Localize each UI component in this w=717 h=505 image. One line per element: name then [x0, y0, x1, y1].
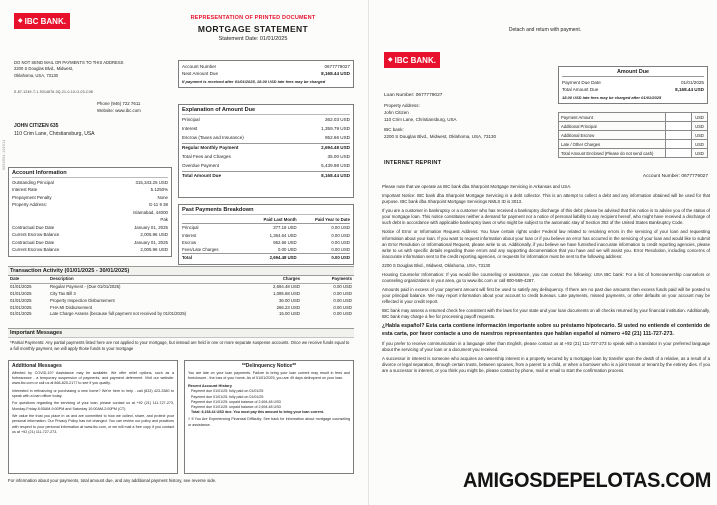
- outstanding-principal-row: Outstanding Principal 315,343.25 USD: [12, 180, 168, 185]
- return-address-block: [14, 60, 146, 79]
- representation-label: REPRESENTATION OF PRINTED DOCUMENT: [190, 15, 316, 21]
- total-enclosed-input[interactable]: [665, 149, 691, 157]
- bank-address-block: [384, 127, 534, 141]
- tx-desc: City Tax Bill 3: [50, 290, 76, 296]
- tx-payment: 0.00 USD: [333, 283, 352, 289]
- additional-escrow-input[interactable]: [665, 131, 691, 139]
- logo-text: IBC BANK.: [24, 16, 66, 26]
- tx-charge: 36.00 USD: [278, 297, 300, 303]
- bank-label: IBC bank:: [384, 127, 404, 132]
- statement-header: [150, 15, 356, 42]
- payment-amount-row: Payment Amount USD: [558, 112, 708, 122]
- additional-paragraph: For questions regarding the servicing of your loan, please contact us at +92 (21) 111-727-273, Monday-Friday 8:00AM-9:00PM and Saturday 10:00AM-2:00PM (CT).: [12, 401, 174, 411]
- tx-date: 01/01/2025: [10, 311, 32, 317]
- customer-address: 110 Crim Lane, Christiansburg, USA: [14, 130, 95, 137]
- pp-cell: 0.00 USD: [331, 225, 350, 231]
- currency-label: USD: [691, 122, 707, 130]
- contractual-due-date-row-2: Contractual Due Date January 01, 2025: [12, 239, 168, 245]
- additional-messages-box: [8, 360, 178, 474]
- pp-cell: 0.00 USD: [331, 239, 350, 245]
- history-total: Total: 8,168.44 USD due. You must pay this amount to bring your loan current.: [191, 410, 324, 415]
- contractual-due-date-row: Contractual Due Date January 01, 2025: [12, 224, 168, 230]
- total-amount-due-row: Total Amount Due 8,168.44 USD: [182, 171, 350, 181]
- account-information-box: [8, 167, 172, 257]
- explanation-of-amount-due-box: [178, 104, 354, 198]
- tx-date: 01/01/2025: [10, 297, 32, 303]
- tx-charge: 266.23 USD: [276, 304, 300, 310]
- do-not-send-note: DO NOT SEND MAIL OR PAYMENTS TO THIS ADDRESS: [14, 60, 124, 65]
- currency-label: USD: [691, 149, 707, 157]
- tx-date: 01/01/2025: [10, 304, 32, 310]
- additional-messages-title: Additional Messages: [12, 363, 62, 369]
- tx-col-description: Description: [50, 276, 238, 284]
- currency-label: USD: [691, 140, 707, 148]
- detach-instruction: Detach and return with payment.: [508, 27, 582, 33]
- eagle-icon: ◆: [388, 57, 393, 63]
- property-address: 110 Crim Lane, Christiansburg, USA: [384, 116, 457, 122]
- recent-account-history-title: Recent Account History: [188, 383, 232, 389]
- transaction-table: [8, 276, 354, 318]
- total-enclosed-row: Total Amount Enclosed (Please do not send cash) USD: [558, 149, 708, 158]
- eagle-icon: ◆: [18, 18, 23, 24]
- total-fees-charges-row: Total Fees and Charges 35.00 USD: [182, 153, 350, 159]
- transaction-activity-title: Transaction Activity (01/01/2025 - 30/01/2025): [8, 266, 354, 276]
- disclosure-paragraph: Important Notice: IBC bank dba Sharpoint Mortgage Servicing is a debt collector. This is an attempt to collect a debt and any information obtained will be used for that purpose. IBC bank dba Sharpoint Mortgage Servicings NMLS ID is 3013.: [382, 193, 710, 205]
- next-amount-due-row: Next Amount Due 8,168.44 USD: [182, 71, 350, 77]
- pp-cell: 1,364.64 USD: [269, 232, 297, 238]
- pp-cell: 952.66 USD: [273, 239, 297, 245]
- history-item: Payment due 01/01/25: fully paid on 01/01/25: [191, 394, 264, 399]
- amount-due-box: [558, 66, 708, 104]
- principal-row: Principal 362.03 USD: [182, 117, 350, 122]
- interest-rate-row: Interest Rate 5.1250%: [12, 187, 168, 193]
- pp-col-blank: [182, 216, 243, 224]
- past-payments-box: [178, 204, 354, 265]
- disclosure-paragraph: Housing Counselor Information: If you would like counseling or assistance, you can contact the following: USA IBC bank: For a list of homeownership counselors or counseling organizations in your area, go to www.ibc.com or call 800-569-4287.: [382, 271, 710, 284]
- pp-total-cell: 2,694.48 USD: [243, 253, 296, 261]
- overdue-payment-row: Overdue Payment 5,439.98 USD: [182, 162, 350, 168]
- delinquency-notice-title: **Delinquency Notice**: [241, 363, 297, 369]
- ibc-bank-logo: [14, 13, 70, 29]
- loan-number: Loan Number: 0677779027: [384, 93, 443, 98]
- sender-address-line2: Oklahoma, USA, 73130: [14, 72, 58, 78]
- watermark: AMIGOSDEPELOTAS.COM: [462, 469, 711, 492]
- prepayment-penalty-row: Prepayment Penalty None: [12, 194, 168, 200]
- escrow-row: Escrow (Taxes and Insurance) 952.66 USD: [182, 134, 350, 140]
- tx-desc: Regular Payment - (Due 01/01/2025): [50, 283, 121, 289]
- payment-entry-fields: [558, 112, 708, 158]
- total-amount-due-row: Total Amount Due 8,168.44 USD: [562, 87, 704, 93]
- tx-desc: FHA MI Disbursement: [50, 304, 93, 310]
- pp-row-label: Fees/Late Charges: [182, 247, 219, 253]
- late-fee-note: 18.00 USD late fees may be charged after 01/01/2025: [562, 95, 662, 101]
- late-other-charges-input[interactable]: [665, 140, 691, 148]
- tx-payment: 0.00 USD: [333, 290, 352, 296]
- logo-text: IBC BANK.: [394, 55, 436, 65]
- pp-cell: 0.00 USD: [331, 247, 350, 253]
- phone-number: Phone (946) 722 7611: [97, 101, 141, 106]
- ibc-bank-logo-coupon: [384, 52, 440, 68]
- disclosure-paragraph: IBC bank may assess a returned check fee consistent with the laws for your state and your loan documents on all checks returned by your financial institution. Additionally, IBC bank may charge a fee for processing payoff requests.: [382, 308, 710, 320]
- internet-reprint-label: INTERNET REPRINT: [384, 160, 442, 166]
- explanation-title: Explanation of Amount Due: [182, 107, 350, 115]
- property-address-line2: Islamabad, 44000: [133, 209, 168, 215]
- website-link[interactable]: Website: www.ibc.com: [97, 108, 141, 114]
- property-address-row: Property Address: G-11 9 38: [12, 202, 168, 208]
- currency-label: USD: [691, 131, 707, 139]
- pp-cell: 377.18 USD: [273, 225, 297, 231]
- late-fee-note: If payment is received after 01/01/2025, 18.00 USD late fees may be charged: [182, 79, 326, 85]
- past-payments-table: [182, 216, 350, 262]
- bank-address: 2200 S Douglas Blvd., Midwest, Oklahoma, USA, 73130: [384, 133, 497, 139]
- page-title: MORTGAGE STATEMENT: [197, 24, 309, 34]
- payment-due-date-row: Payment Due Date 01/01/2025: [562, 79, 704, 85]
- important-messages-body: *Partial Payments: Any partial payments listed here are not applied to your mortgage, but instead are held in one or more separate suspense accounts. Once we receive funds equal to a full monthly payment, we will apply those funds to your mortgage: [10, 339, 350, 351]
- past-payments-title: Past Payments Breakdown: [182, 207, 350, 215]
- pp-total-cell: 0.00 USD: [297, 253, 350, 261]
- delinquency-footnote: † If You Are Experiencing Financial Difficulty: See back for information about mortgage counseling or assistance.: [188, 417, 350, 427]
- additional-paragraph: We value the trust you place in us and are committed to how we collect, share, and protect your personal information. Our Privacy Policy has not changed. You can review our policy and practices with respect to your personal information at www.ibc.com, or we will mail a free copy if you contact us at +92 (21) 111-727-273.: [12, 414, 174, 434]
- additional-escrow-row: Additional Escrow USD: [558, 131, 708, 140]
- amount-due-title: Amount Due: [562, 69, 704, 77]
- tx-col-charges: Charges: [238, 276, 300, 284]
- account-summary-box: [178, 60, 354, 88]
- payment-amount-input[interactable]: [665, 113, 691, 121]
- property-address-label: Property Address:: [384, 103, 420, 108]
- additional-paragraph: Affected by COVID-19? Assistance may be available. We offer relief options, such as a forbearance - a temporary suspension of payments, and payment deferment. Visit our website: www.ibc.com or call us at 866-820-2177 to see if you qualify.: [12, 370, 174, 385]
- disclosure-paragraph: Amounts paid in excess of your payment amount will first be used to satisfy any delinquency. If there are no past due amounts then excess funds paid will be posted to your principal balance. We may report information about your account to credit bureaus. Late payments, missed payments, or other defaults on your account may be reflected in your credit report.: [382, 287, 710, 305]
- tx-col-date: Date: [10, 276, 50, 284]
- pp-cell: 0.00 USD: [278, 247, 297, 253]
- important-messages-section: [8, 328, 354, 352]
- tx-date: 01/01/2025: [10, 290, 32, 296]
- late-other-charges-row: Late / Other Charges USD: [558, 140, 708, 149]
- sender-address-line1: 2200 S Douglas Blvd., Midwest,: [14, 66, 74, 72]
- tx-payment: 0.00 USD: [333, 297, 352, 303]
- history-item: Payment due 01/01/25: unpaid balance of 2,694.48 USD: [191, 404, 282, 409]
- contact-block: [97, 100, 141, 114]
- account-number: Account Number: 0677779027: [642, 174, 708, 179]
- transaction-activity-section: [8, 266, 354, 318]
- disclosure-paragraph: Notice of Error or Information Request Address: You have certain rights under Federal law related to resolving errors in the servicing of your loan and requesting information about your loan. If you want to request information about your loan or if you believe an error has occurred in the servicing of your loan and would like to submit an Error Resolution or Informational Request, please write to us. Additionally, if you believe we have furnished inaccurate information to credit reporting agencies, please write to us with specific details regarding those errors and any supporting documentation that you have and we will assist you. Error Resolution, including concerns of inaccurate information sent to the credit reporting agencies, or requests for information must be sent to the following address:: [382, 229, 710, 259]
- regular-monthly-payment-row: Regular Monthly Payment 2,694.48 USD: [182, 143, 350, 153]
- statement-date: Statement Date: 01/01/2025: [218, 36, 288, 42]
- delinquency-intro: You are late on your loan payments. Failure to bring your loan current may result in fees and foreclosure - the loss of your home. As of 01/01/2025, you are 49 days delinquent on your loan.: [188, 370, 350, 380]
- property-address-block: [384, 103, 456, 124]
- pp-row-label: Interest: [182, 232, 197, 238]
- tx-payment: 0.00 USD: [333, 304, 352, 310]
- property-address-line3: Pak: [160, 217, 168, 223]
- customer-name: JOHN CITIZEN 635: [14, 123, 59, 129]
- currency-label: USD: [691, 113, 707, 121]
- interest-row: Interest 1,359.79 USD: [182, 125, 350, 131]
- additional-paragraph: Interested in refinancing or purchasing a new home? We're here to help - call (833) 423-3380 to speak with a loan officer today.: [12, 388, 174, 398]
- pp-row-label: Escrow: [182, 239, 197, 245]
- error-resolution-address: 2200 S Douglas Blvd., Midwest, Oklahoma, USA, 73130: [382, 262, 491, 268]
- tx-date: 01/01/2025: [10, 283, 32, 289]
- account-information-title: Account Information: [12, 170, 168, 178]
- pp-col-year-to-date: Paid Year to Date: [297, 216, 350, 224]
- tx-desc: Property Inspection Disbursement: [50, 297, 115, 303]
- important-messages-title: Important Messages: [8, 328, 354, 338]
- additional-principal-row: Additional Principal USD: [558, 122, 708, 131]
- current-escrow-balance-row: Current Escrow Balance 2,005.96 USD: [12, 232, 168, 238]
- spanish-notice-paragraph: ¿Habla español? Esta carta contiene información importante sobre su préstamo hipotecario. Si usted no entiende el contenido de esta carta, por favor contacte a uno de nuestros representantes que hablan español al número +92 (21) 111-727-273.: [382, 323, 710, 337]
- page-fold-divider: [368, 0, 369, 505]
- tx-charge: 2,694.48 USD: [273, 283, 300, 289]
- delinquency-notice-box: [184, 360, 354, 474]
- disclosure-paragraph: If you prefer to receive communication in a language other than English, please contact us at +92 (21) 111-727-273 to speak with a translator in your preferred language about the servicing of your loan or a document you received.: [382, 340, 710, 352]
- additional-principal-input[interactable]: [665, 122, 691, 130]
- current-escrow-balance-row-2: Current Escrow Balance 2,005.96 USD: [12, 247, 168, 253]
- edge-code: 0054924-102014: [2, 139, 6, 170]
- history-item: Payment due 01/01/25: fully paid on 01/01/25: [191, 389, 264, 394]
- mail-barcode-text: S-87-1249-T-1-9314876-0Q-21-0-10-O-03-C08: [14, 90, 93, 94]
- disclosure-paragraph: Please note that we operate as IBC bank dba Sharpoint Mortgage Servicing in Arkansas and USA.: [382, 184, 572, 189]
- statement-footer-note: For information about your payments, total amount due, and any additional payment history, see reverse side.: [8, 478, 217, 483]
- disclosure-paragraph: A successor in interest is someone who acquires an ownership interest in a property secured by a mortgage loan by transfer upon the death of a relative, as a result of a divorce or legal separation, through certain trusts, between spouses, from a parent to a child, or when a borrower who is a joint tenant or tenant by the entirety dies. If you are a successor in interest, or you think you might be, please contact by phone, mail or email to start the confirmation process.: [382, 355, 710, 374]
- pp-row-label: Principal: [182, 225, 199, 231]
- history-item: Payment due 01/01/25: unpaid balance of 2,694.48 USD: [191, 399, 282, 404]
- tx-charge: 15.00 USD: [278, 311, 300, 317]
- customer-address-block: [14, 123, 95, 138]
- pp-total-label: Total: [182, 253, 243, 261]
- disclosure-paragraphs: [382, 184, 710, 377]
- pp-cell: 0.00 USD: [331, 232, 350, 238]
- account-number-row: Account Number 0677779027: [182, 64, 350, 69]
- pp-col-last-month: Paid Last Month: [243, 216, 296, 224]
- tx-col-payments: Payments: [300, 276, 352, 284]
- disclosure-paragraph: If you are a customer in bankruptcy or a customer who has received a bankruptcy discharge of this debt: please be advised that this notice is to advise you of the status of your mortgage loan. This notice constitutes neither a demand for payment nor a notice of personal liability to any recipient hereof, who might have received a discharge of such debt in accordance with applicable bankruptcy laws or who might be subject to the automatic stay of Section 362 of the United States Bankruptcy Code.: [382, 208, 710, 226]
- property-owner-name: John Citizen: [384, 109, 409, 115]
- tx-charge: 1,085.68 USD: [273, 290, 300, 296]
- tx-payment: 0.00 USD: [333, 311, 352, 317]
- tx-desc: Late Charge Assess (because full payment not received by 01/01/2025): [50, 311, 187, 317]
